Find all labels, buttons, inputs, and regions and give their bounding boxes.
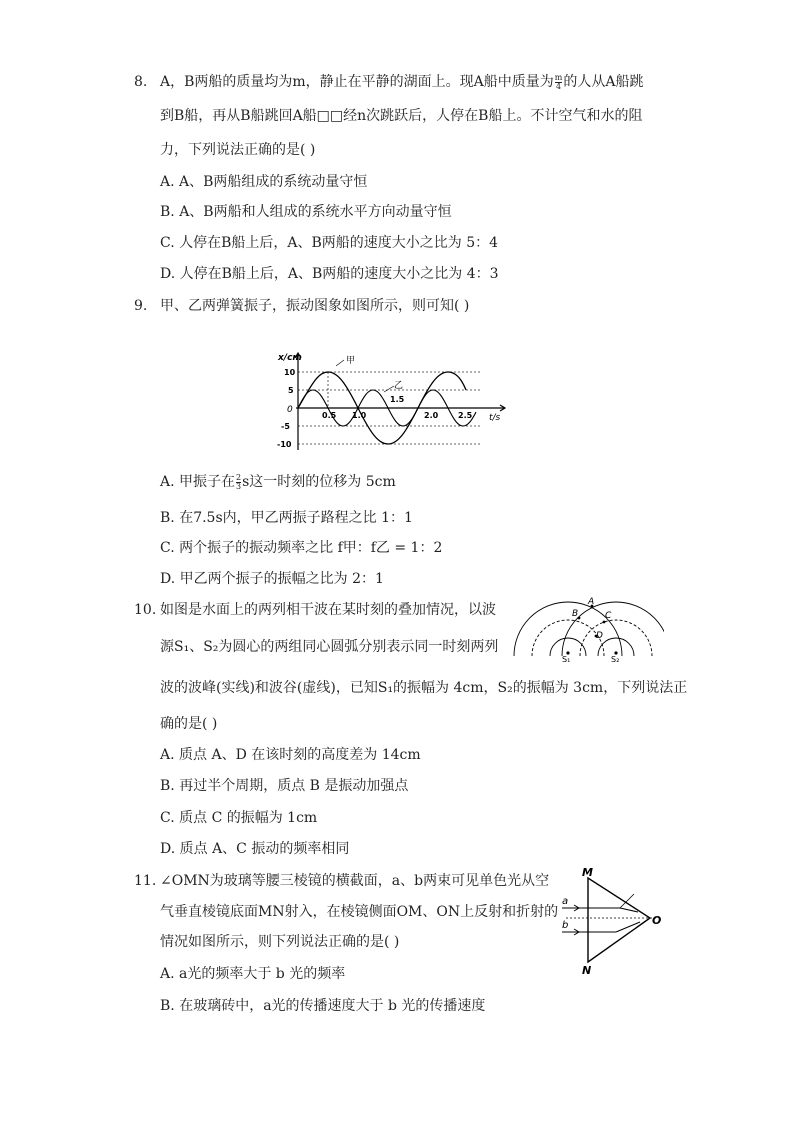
question-number: 8.: [134, 74, 148, 90]
label-c: C: [605, 611, 612, 621]
question-stem-line: 波的波峰(实线)和波谷(虚线)，已知S₁的振幅为 4cm，S₂的振幅为 3cm，下列说法正: [160, 680, 688, 696]
t-axis-label: t/s: [489, 413, 501, 423]
label-s2: S₂: [611, 655, 620, 662]
label-s1: S₁: [562, 655, 571, 662]
question-stem-line: A，B两船的质量均为m，静止在平静的湖面上。现A船中质量为 $\frac{m}{4}$ 的人从A船跳: [160, 72, 644, 91]
option-c[interactable]: C. 两个振子的振动频率之比 f甲：f乙 = 1：2: [160, 540, 443, 556]
y-tick: -10: [277, 440, 292, 449]
question-number: 10.: [134, 602, 157, 618]
x-tick: 2.5: [458, 411, 473, 420]
question-stem-line: 甲、乙两弹簧振子，振动图象如图所示，则可知( ): [160, 298, 470, 314]
fraction: $\frac{2}{3}$: [236, 472, 242, 491]
option-d[interactable]: D. 人停在B船上后，A、B两船的速度大小之比为 4：3: [160, 266, 499, 282]
label-n: N: [582, 964, 592, 976]
x-tick: 2.0: [424, 411, 439, 420]
option-a[interactable]: A. 甲振子在 $\frac{2}{3}$ s这一时刻的位移为 5cm: [160, 472, 396, 491]
y-tick: -5: [281, 422, 290, 431]
label-o: O: [652, 914, 662, 927]
option-c[interactable]: C. 质点 C 的振幅为 1cm: [160, 810, 318, 826]
option-b[interactable]: B. 再过半个周期，质点 B 是振动加强点: [160, 778, 409, 794]
option-d[interactable]: D. 质点 A、C 振动的频率相同: [160, 841, 350, 857]
x-tick: 1.5: [390, 395, 405, 404]
label-b: b: [562, 920, 569, 931]
option-a[interactable]: A. 质点 A、D 在该时刻的高度差为 14cm: [160, 747, 421, 763]
y-axis-label: x/cm: [278, 353, 302, 363]
question-stem-line: 如图是水面上的两列相干波在某时刻的叠加情况，以波: [160, 602, 496, 618]
question-number: 9.: [134, 298, 148, 314]
fraction: $\frac{m}{4}$: [554, 72, 563, 91]
question-stem-line: 力，下列说法正确的是( ): [160, 142, 316, 158]
x-tick: 1.0: [352, 411, 367, 420]
y-tick: 5: [288, 386, 294, 395]
label-m: M: [582, 866, 593, 879]
option-b[interactable]: B. 在玻璃砖中，a光的传播速度大于 b 光的传播速度: [160, 998, 486, 1014]
option-b[interactable]: B. 在7.5s内，甲乙两振子路程之比 1：1: [160, 510, 413, 526]
question-stem-line: 确的是( ): [160, 716, 218, 732]
label-b: B: [572, 609, 579, 619]
label-a: A: [588, 597, 595, 607]
label-d: D: [596, 631, 603, 641]
interference-figure: [512, 596, 664, 662]
question-stem-line: 到B船，再从B船跳回A船□□经n次跳跃后，人停在B船上。不计空气和水的阻: [160, 108, 643, 124]
label-yi: 乙: [394, 381, 404, 391]
option-c[interactable]: C. 人停在B船上后，A、B两船的速度大小之比为 5：4: [160, 235, 499, 251]
y-tick: 0: [287, 405, 293, 415]
option-d[interactable]: D. 甲乙两个振子的振幅之比为 2：1: [160, 571, 384, 587]
x-tick: 0.5: [322, 411, 337, 420]
oscillation-graph: [276, 350, 516, 452]
label-a: a: [562, 896, 569, 907]
y-tick: 10: [284, 368, 296, 377]
question-stem-line: 情况如图所示，则下列说法正确的是( ): [160, 934, 400, 950]
question-stem-line: ∠OMN为玻璃等腰三棱镜的横截面，a、b两束可见单色光从空: [160, 873, 550, 889]
question-stem-line: 气垂直棱镜底面MN射入，在棱镜侧面OM、ON上反射和折射的: [160, 904, 559, 920]
option-a[interactable]: A. a光的频率大于 b 光的频率: [160, 966, 346, 982]
question-number: 11.: [134, 873, 157, 889]
option-b[interactable]: B. A、B两船和人组成的系统水平方向动量守恒: [160, 204, 452, 220]
question-stem-line: 源S₁、S₂为圆心的两组同心圆弧分别表示同一时刻两列: [160, 639, 499, 655]
prism-figure: [558, 866, 668, 976]
option-a[interactable]: A. A、B两船组成的系统动量守恒: [160, 174, 368, 190]
label-jia: 甲: [346, 356, 356, 366]
